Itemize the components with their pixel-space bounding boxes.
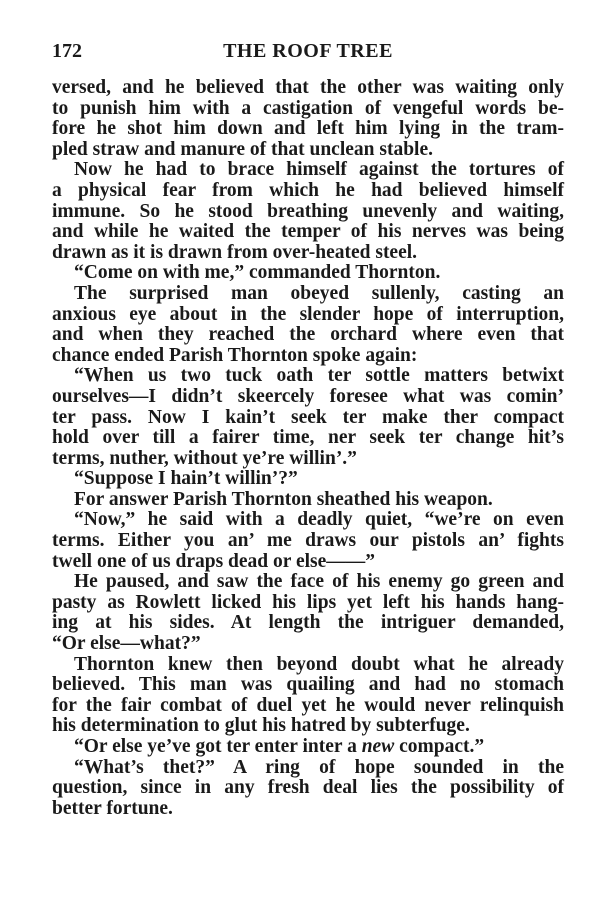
text-line: He paused, and saw the face of his enemy go green and [74,571,564,593]
text-line: Now he had to brace himself against the tortures of [74,159,564,181]
text-line: “Suppose I hain’t willin’?” [74,468,298,490]
text-line: ter pass. Now I kain’t seek ter make ther compact [52,406,564,428]
text-line: and while he waited the temper of his nerves was being [52,221,564,243]
text-line: for the fair combat of duel yet he would never relinquish [52,694,564,716]
text-line: his determination to glut his hatred by subterfuge. [52,715,470,737]
text-line: hold over till a fairer time, ner seek ter change hit’s [52,427,564,449]
text-line: “Or else—what?” [52,633,201,655]
text-line: ing at his sides. At length the intriguer demanded, [52,612,564,634]
text-line: fore he shot him down and left him lying in the tram- [52,118,564,140]
text-line: For answer Parish Thornton sheathed his weapon. [74,488,493,510]
page-header [52,40,564,70]
text-line: immune. So he stood breathing unevenly and waiting, [52,200,564,222]
text-line: chance ended Parish Thornton spoke again: [52,344,418,366]
text-line: ourselves—I didn’t skeercely foresee what was comin’ [52,385,564,407]
text-line: to punish him with a castigation of vengeful words be- [52,97,564,119]
text-line: question, since in any fresh deal lies the possibility of [52,777,564,799]
text-line: and when they reached the orchard where even that [52,324,564,346]
page-number: 172 [52,40,82,62]
text-line: “Now,” he said with a deadly quiet, “we’re on even [74,509,564,531]
running-title: THE ROOF TREE [223,40,393,62]
text-line: terms. Either you an’ me draws our pistols an’ fights [52,530,564,552]
text-line: pasty as Rowlett licked his lips yet left his hands hang- [52,591,564,613]
text-line: anxious eye about in the slender hope of interruption, [52,303,564,325]
text-line: versed, and he believed that the other was waiting only [52,77,564,98]
text-line: pled straw and manure of that unclean stable. [52,138,434,160]
emphasis: new [361,736,395,757]
text-line: better fortune. [52,797,173,819]
text-line: “Come on with me,” commanded Thornton. [74,262,441,284]
text-line: The surprised man obeyed sullenly, casting an [74,282,564,304]
text-line: believed. This man was quailing and had no stomach [52,674,564,696]
text-line: “What’s thet?” A ring of hope sounded in the [74,756,564,778]
text-line: “Or else ye’ve got ter enter inter a new compact.” [74,736,485,757]
text-line: “When us two tuck oath ter sottle matters betwixt [74,365,564,387]
text-line: drawn as it is drawn from over-heated steel. [52,241,418,263]
text-line: terms, nuther, without ye’re willin’.” [52,447,357,469]
text-line: Thornton knew then beyond doubt what he already [74,653,564,675]
body-text [52,78,564,819]
text-line: twell one of us draps dead or else——” [52,550,376,572]
text-line: a physical fear from which he had believed himself [52,179,564,201]
